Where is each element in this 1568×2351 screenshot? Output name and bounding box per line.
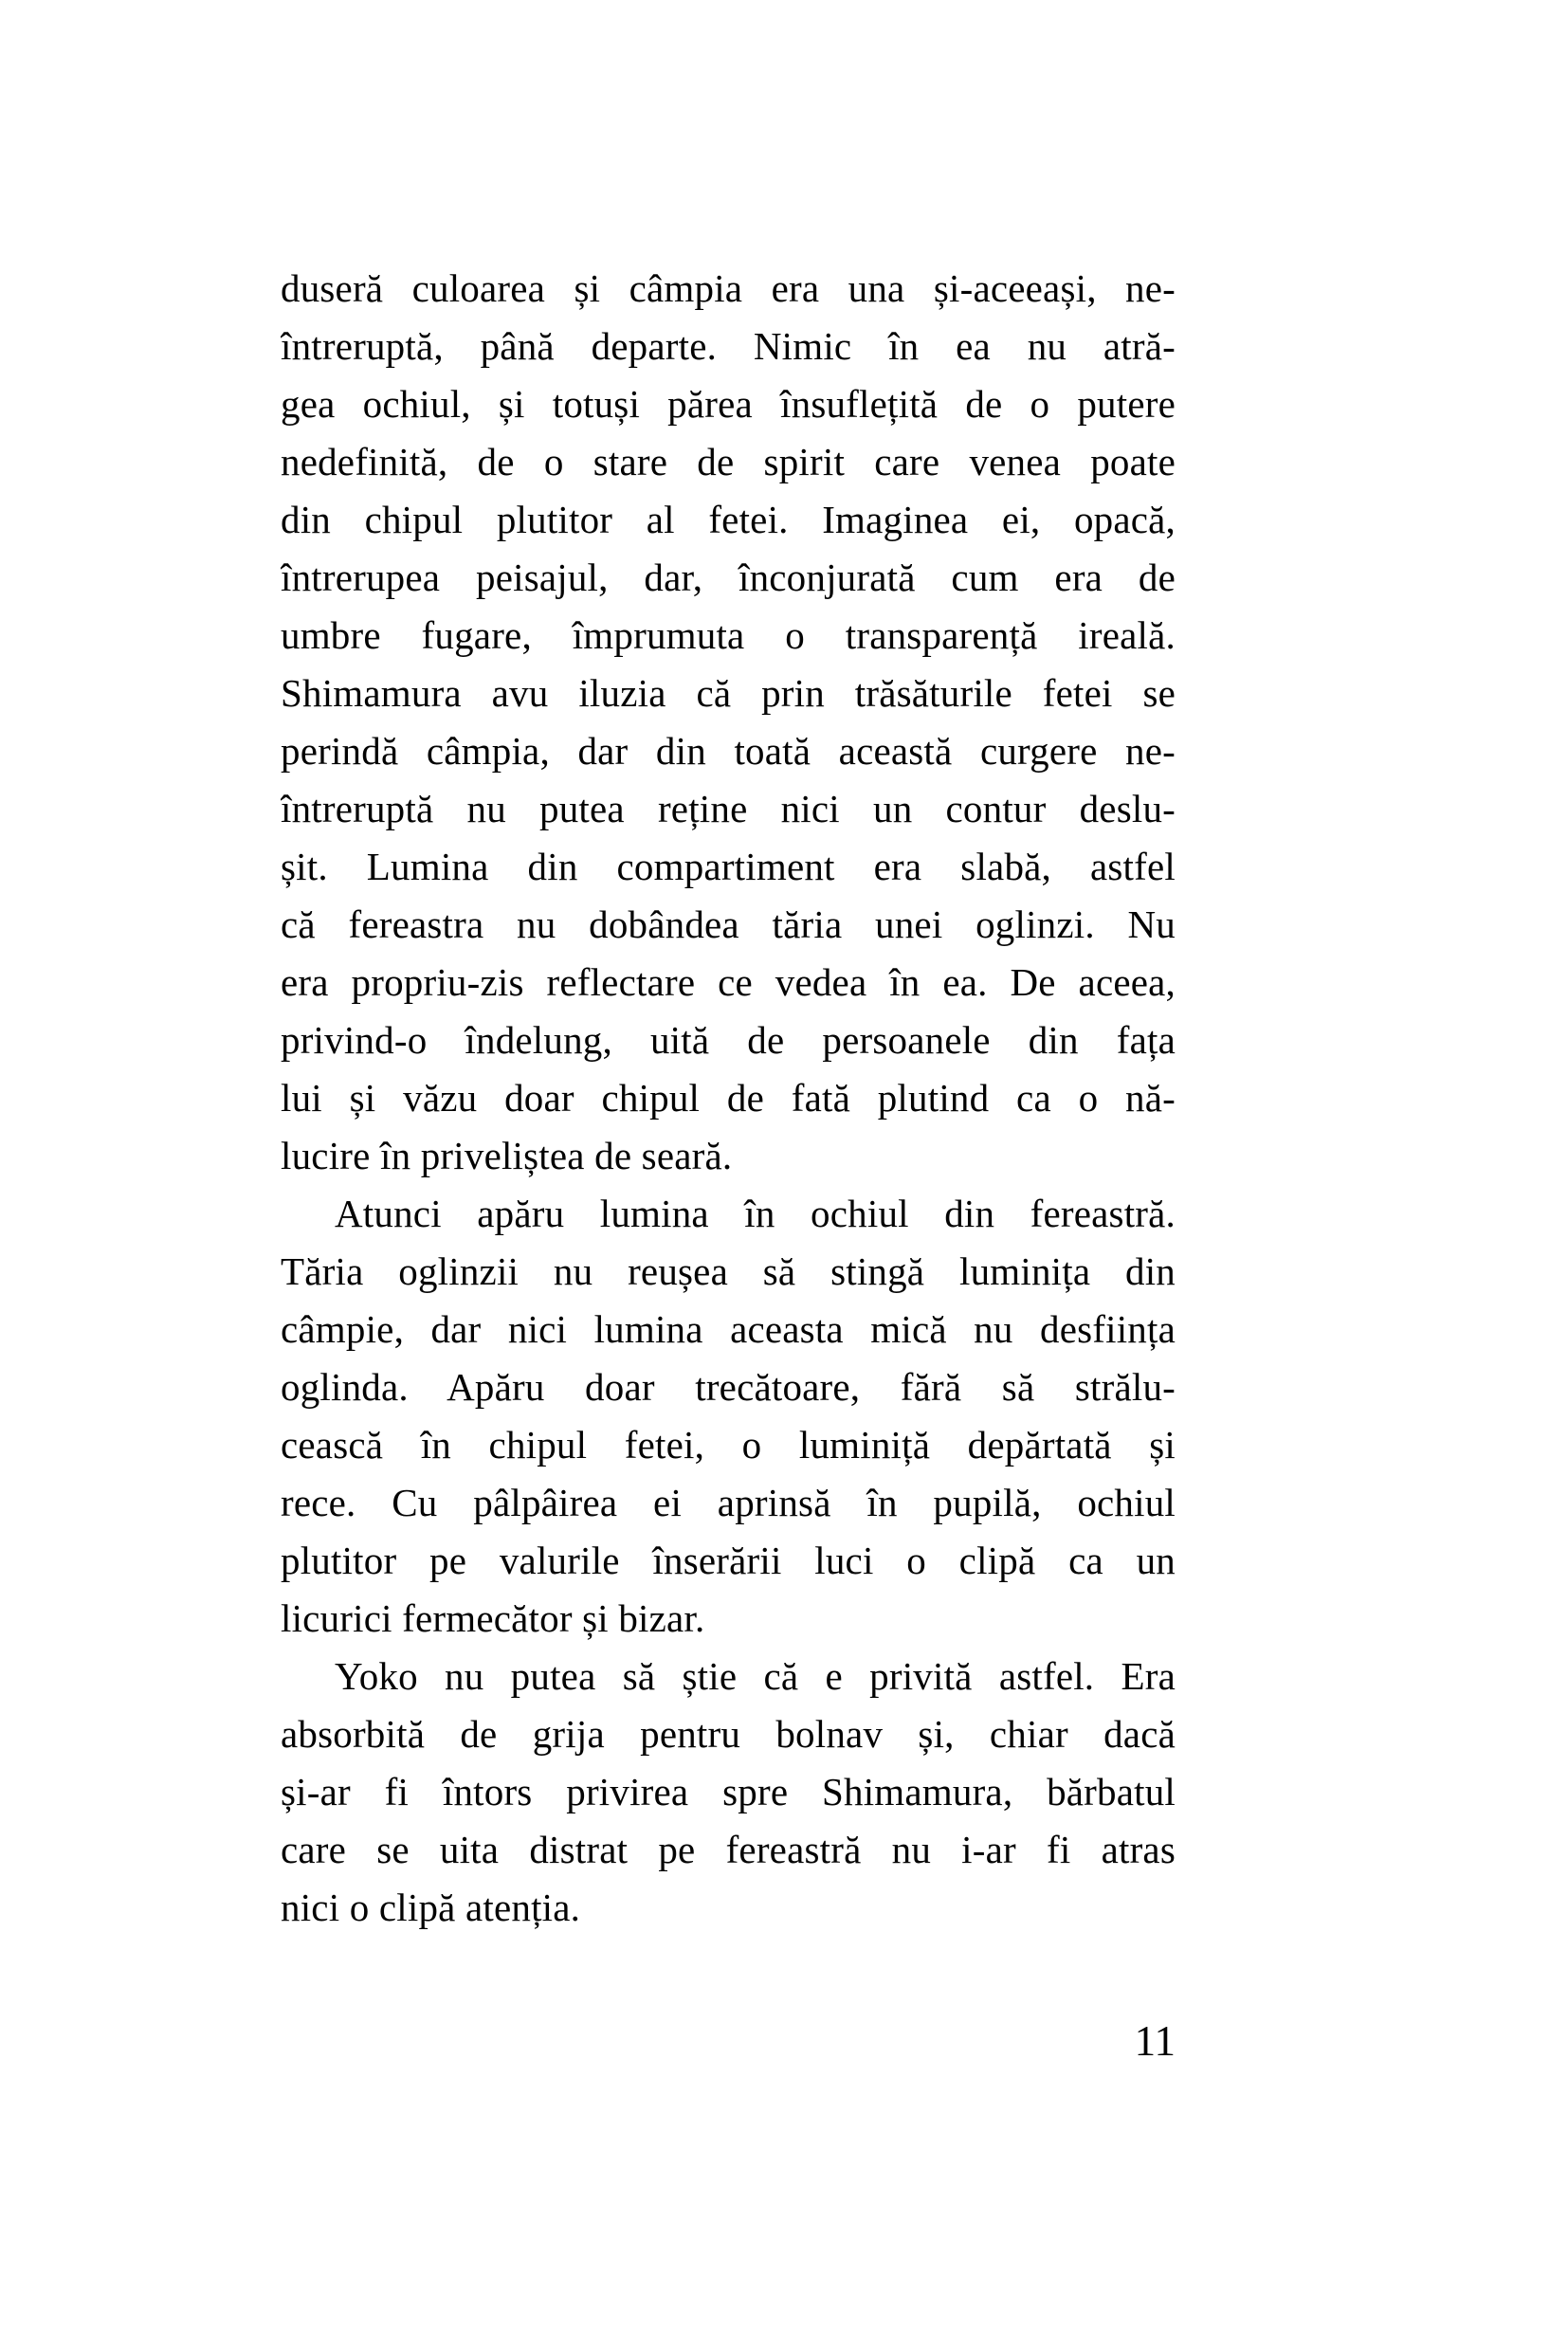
- text-line: nici o clipă atenția.: [281, 1886, 581, 1929]
- text-line: privind-o îndelung, uită de persoanele din fața: [281, 1018, 1176, 1062]
- paragraph: [281, 1648, 1176, 1937]
- page-number: 11: [1134, 2017, 1176, 2065]
- text-line: Shimamura avu iluzia că prin trăsăturile fetei se: [281, 671, 1176, 715]
- text-line: întrerupea peisajul, dar, înconjurată cum era de: [281, 556, 1176, 599]
- text-line: lui și văzu doar chipul de fată plutind ca o nă-: [281, 1076, 1176, 1120]
- text-line: plutitor pe valurile înserării luci o clipă ca un: [281, 1539, 1176, 1582]
- page-text: [281, 260, 1176, 1937]
- text-line: Atunci apăru lumina în ochiul din fereastră.: [335, 1192, 1176, 1235]
- text-line: lucire în priveliștea de seară.: [281, 1134, 733, 1177]
- text-line: întreruptă, până departe. Nimic în ea nu atră-: [281, 324, 1176, 368]
- text-line: absorbită de grija pentru bolnav și, chiar dacă: [281, 1712, 1176, 1756]
- text-line: gea ochiul, și totuși părea însuflețită de o putere: [281, 382, 1176, 426]
- text-line: nedefinită, de o stare de spirit care venea poate: [281, 440, 1176, 483]
- text-line: rece. Cu pâlpâirea ei aprinsă în pupilă, ochiul: [281, 1481, 1176, 1524]
- text-line: umbre fugare, împrumuta o transparență ireală.: [281, 613, 1176, 657]
- paragraph: [281, 260, 1176, 1185]
- text-line: din chipul plutitor al fetei. Imaginea ei, opacă,: [281, 498, 1176, 541]
- text-line: și-ar fi întors privirea spre Shimamura, bărbatul: [281, 1770, 1176, 1813]
- text-line: duseră culoarea și câmpia era una și-aceeași, ne-: [281, 266, 1176, 310]
- text-line: perindă câmpia, dar din toată această curgere ne-: [281, 729, 1176, 773]
- text-line: cească în chipul fetei, o luminiță depărtată și: [281, 1423, 1176, 1467]
- text-line: era propriu-zis reflectare ce vedea în ea. De aceea,: [281, 960, 1176, 1004]
- text-line: întreruptă nu putea reține nici un contur deslu-: [281, 787, 1176, 830]
- text-line: licurici fermecător și bizar.: [281, 1596, 705, 1640]
- text-line: că fereastra nu dobândea tăria unei oglinzi. Nu: [281, 902, 1176, 946]
- text-line: oglinda. Apăru doar trecătoare, fără să strălu-: [281, 1365, 1176, 1409]
- paragraph: [281, 1185, 1176, 1648]
- text-line: Yoko nu putea să știe că e privită astfel. Era: [335, 1654, 1176, 1698]
- text-line: care se uita distrat pe fereastră nu i-ar fi atras: [281, 1828, 1176, 1871]
- text-line: Tăria oglinzii nu reușea să stingă luminița din: [281, 1249, 1176, 1293]
- text-line: șit. Lumina din compartiment era slabă, astfel: [281, 845, 1176, 888]
- text-line: câmpie, dar nici lumina aceasta mică nu desființa: [281, 1307, 1176, 1351]
